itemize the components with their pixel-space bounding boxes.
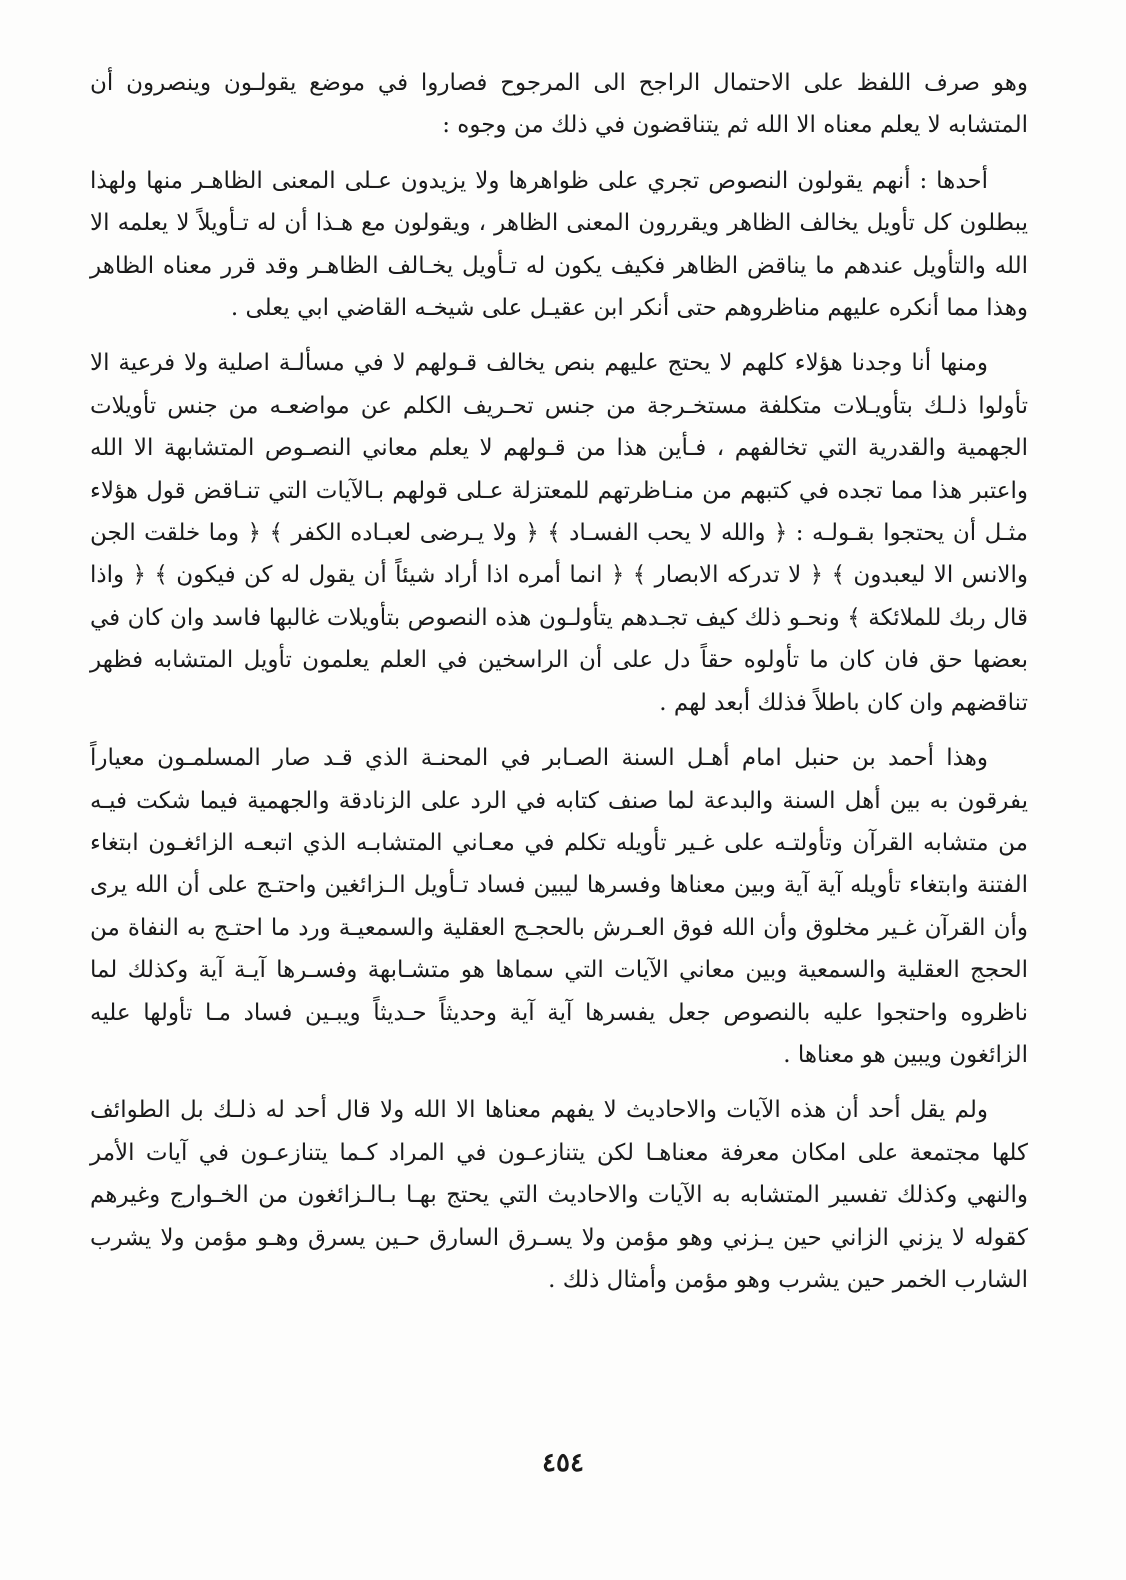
paragraph-2: أحدها : أنهم يقولون النصوص تجري على ظواهرها ولا يزيدون عـلى المعنى الظاهـر منها ولهذا يبطلون كل تأويل يخالف الظاهر ويقررون المعنى الظاهر ، ويقولون مع هـذا أن له تـأويلاً لا يعلمه الا الله والتأويل عندهم ما يناقض الظاهر فكيف يكون له تـأويل يخـالف الظاهـر وقد قرر معناه الظاهر وهذا مما أنكره عليهم مناظروهم حتى أنكر ابن عقيـل على شيخـه القاضي ابي يعلى . (90, 167, 1028, 322)
paragraph-1: وهو صرف اللفظ على الاحتمال الراجح الى المرجوح فصاروا في موضع يقولـون وينصرون أن المتشابه لا يعلم معناه الا الله ثم يتناقضون في ذلك من وجوه : (90, 70, 1028, 139)
paragraph-4: وهذا أحمد بن حنبل امام أهـل السنة الصـابر في المحنـة الذي قـد صار المسلمـون معياراً يفرقون به بين أهل السنة والبدعة لما صنف كتابه في الرد على الزنادقة والجهمية فيما شكت فيـه من متشابه القرآن وتأولتـه على غـير تأويله تكلم في معـاني المتشابـه الذي اتبعـه الزائغـون ابتغاء الفتنة وابتغاء تأويله آية آية وبين معناها وفسرها ليبين فساد تـأويل الـزائغين واحتـج على أن الله يرى وأن القرآن غـير مخلوق وأن الله فوق العـرش بالحجـج العقلية والسمعيـة ورد ما احتـج به النفاة من الحجج العقلية والسمعية وبين معاني الآيات التي سماها هو متشـابهة وفسـرها آيـة آية وكذلك لما ناظروه واحتجوا عليه بالنصوص جعل يفسرها آية آية وحديثاً حـديثاً ويبـين فساد مـا تأولها عليه الزائغون ويبين هو معناها . (90, 745, 1028, 1068)
page-number: ٤٥٤ (542, 1448, 584, 1478)
paragraph-5: ولم يقل أحد أن هذه الآيات والاحاديث لا يفهم معناها الا الله ولا قال أحد له ذلـك بل الطوائف كلها مجتمعة على امكان معرفة معناهـا لكن يتنازعـون في المراد كـما يتنازعـون في آيات الأمر والنهي وكذلك تفسير المتشابه به الآيات والاحاديث التي يحتج بهـا بـالـزائغون من الخـوارج وغيرهم كقوله لا يزني الزاني حين يـزني وهو مؤمن ولا يسـرق السارق حـين يسرق وهـو مؤمن ولا يشرب الشارب الخمر حين يشرب وهو مؤمن وأمثال ذلك . (90, 1097, 1028, 1293)
body-text (90, 62, 1028, 1314)
paragraph-3: ومنها أنا وجدنا هؤلاء كلهم لا يحتج عليهم بنص يخالف قـولهم لا في مسألـة اصلية ولا فرعية الا تأولوا ذلـك بتأويـلات متكلفة مستخـرجة من جنس تحـريف الكلم عن مواضعـه من جنس تأويلات الجهمية والقدرية التي تخالفهم ، فـأين هذا من قـولهم لا يعلم معاني النصـوص المتشابهة الا الله واعتبر هذا مما تجده في كتبهم من منـاظرتهم للمعتزلة عـلى قولهم بـالآيات التي تنـاقض قول هؤلاء مثـل أن يحتجوا بقـولـه : ﴿ والله لا يحب الفسـاد ﴾ ﴿ ولا يـرضى لعبـاده الكفر ﴾ ﴿ وما خلقت الجن والانس الا ليعبدون ﴾ ﴿ لا تدركه الابصار ﴾ ﴿ انما أمره اذا أراد شيئاً أن يقول له كن فيكون ﴾ ﴿ واذا قال ربك للملائكة ﴾ ونحـو ذلك كيف تجـدهم يتأولـون هذه النصوص بتأويلات غالبها فاسد وان كان في بعضها حق فان كان ما تأولوه حقاً دل على أن الراسخين في العلم يعلمون تأويل المتشابه فظهر تناقضهم وان كان باطلاً فذلك أبعد لهم . (90, 350, 1028, 716)
